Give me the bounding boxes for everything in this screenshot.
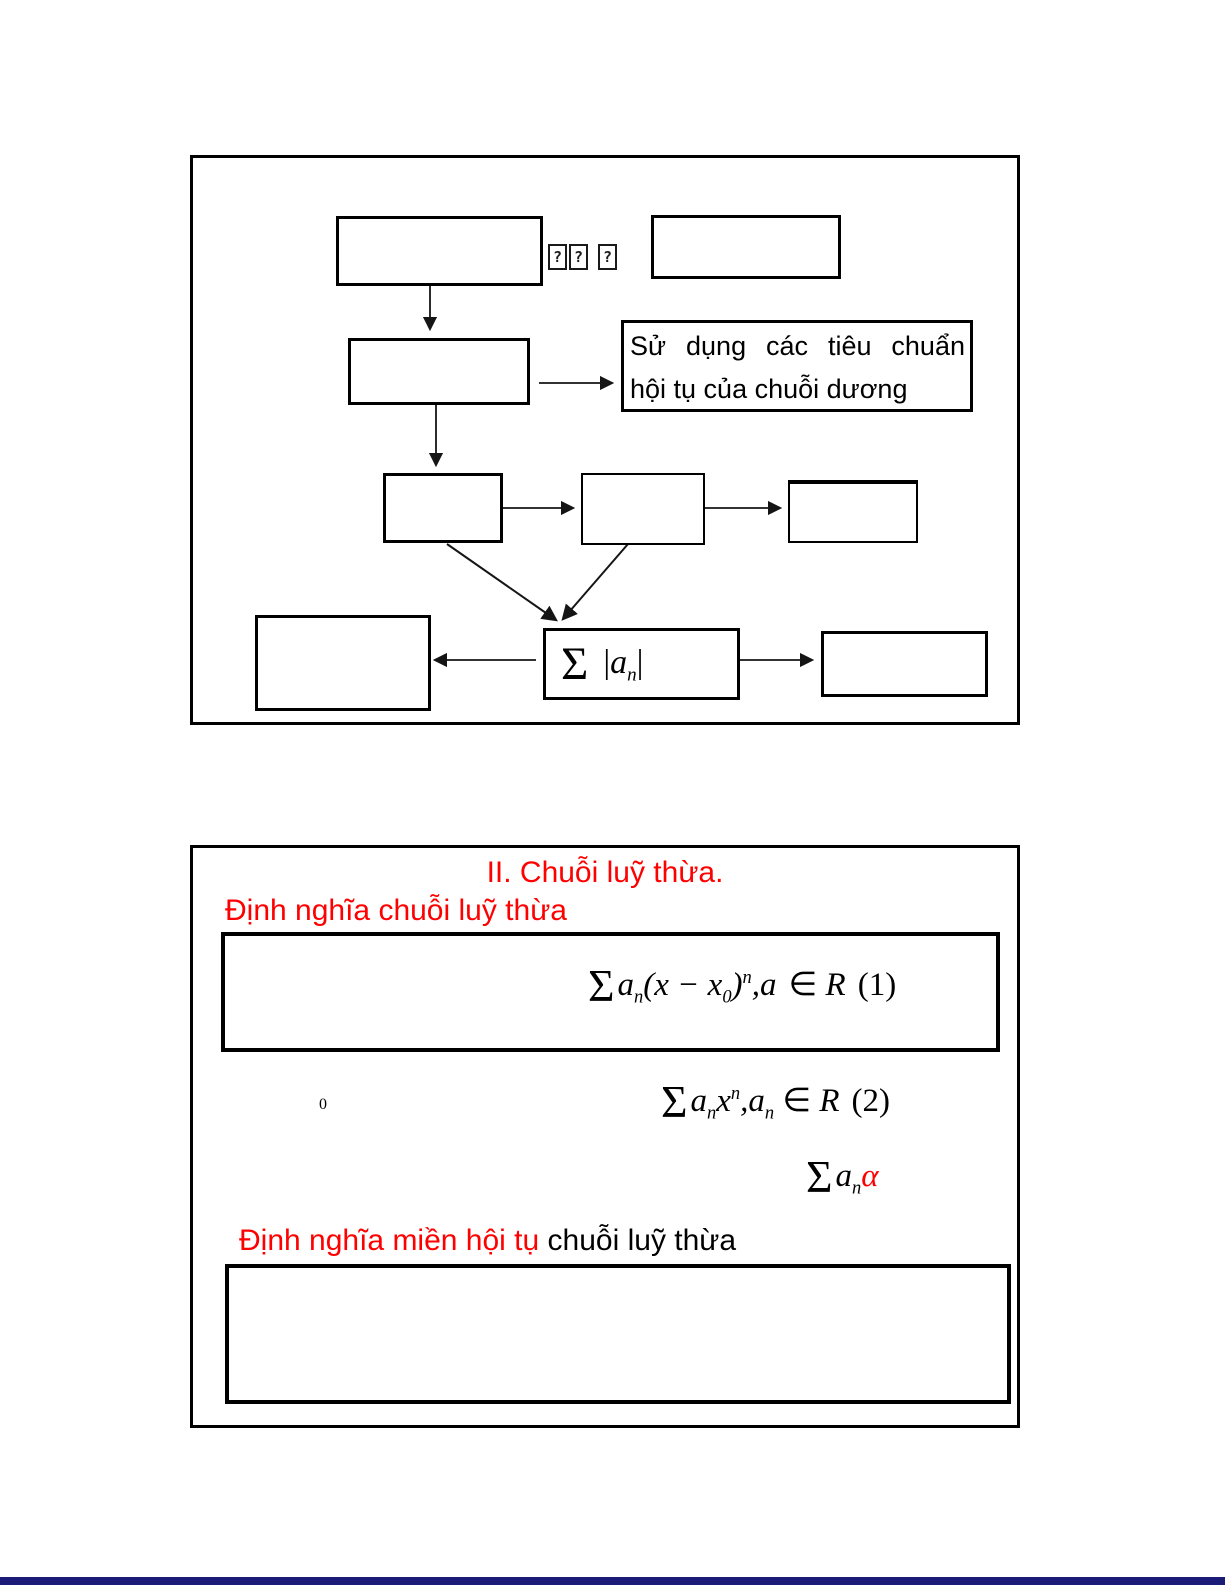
element-of-symbol: ∈	[782, 1083, 812, 1120]
sigma-symbol: Σ	[588, 960, 615, 1011]
term-tail: ,a	[740, 1083, 765, 1120]
equation-number: (2)	[851, 1083, 891, 1120]
flow-box-bottom-left	[255, 615, 431, 711]
missing-glyph-icon: ?	[548, 244, 567, 270]
definition-box	[221, 932, 1000, 1052]
sigma-symbol: Σ	[661, 1076, 688, 1127]
term-set-R: R	[825, 967, 846, 1004]
arrow-box5-to-abs	[563, 544, 628, 619]
term-body: (x − x	[643, 967, 723, 1004]
flow-box-row3-middle	[581, 473, 705, 545]
term-tail-sub: n	[764, 1102, 775, 1123]
abs-series-formula	[561, 638, 643, 692]
term-a-sub: n	[852, 1177, 862, 1198]
missing-glyph-row	[548, 244, 617, 270]
flow-box-bottom-right	[821, 631, 988, 697]
term-close: )	[731, 967, 743, 1004]
power-series-formula-3	[806, 1151, 879, 1203]
slide-title: II. Chuỗi luỹ thừa.	[486, 856, 724, 889]
sigma-symbol: Σ	[806, 1151, 833, 1202]
abs-bar-right: |	[636, 643, 644, 681]
flow-box-start	[336, 216, 543, 286]
definition-domain-label-black: chuỗi luỹ thừa	[539, 1224, 737, 1257]
flow-box-top-right	[651, 215, 841, 279]
criteria-line-2: hội tụ của chuỗi dương	[630, 374, 908, 404]
criteria-text-box	[621, 320, 973, 412]
flow-box-row3-left	[383, 473, 503, 543]
term-exponent: n	[742, 967, 752, 988]
flowchart-slide	[190, 155, 1020, 725]
term-exponent: n	[730, 1083, 741, 1104]
term-x0-sub: 0	[722, 986, 732, 1007]
term-a-sub: n	[707, 1102, 717, 1123]
flow-box-row3-right	[788, 480, 918, 543]
term-set-R: R	[819, 1083, 840, 1120]
stray-zero-subscript: 0	[319, 1096, 327, 1113]
term-a: a	[617, 967, 635, 1004]
term-a: a	[610, 643, 628, 681]
arrow-box4-to-abs	[447, 544, 556, 620]
term-a-sub: n	[627, 664, 637, 686]
abs-bar-left: |	[603, 643, 611, 681]
definition-domain-label	[239, 1224, 736, 1258]
element-of-symbol: ∈	[788, 967, 818, 1004]
criteria-line-1: Sử dụng các tiêu chuẩn	[630, 331, 965, 361]
term-x: x	[716, 1083, 731, 1120]
equation-number: (1)	[857, 967, 897, 1004]
bottom-accent-bar	[0, 1577, 1225, 1585]
sigma-symbol: Σ	[561, 638, 589, 690]
definition-power-series-label: Định nghĩa chuỗi luỹ thừa	[225, 894, 567, 927]
power-series-formula-1	[588, 960, 896, 1012]
term-tail: ,a	[751, 967, 777, 1004]
domain-definition-box	[225, 1264, 1011, 1404]
term-a-sub: n	[634, 986, 644, 1007]
power-series-slide	[190, 845, 1020, 1428]
missing-glyph-icon: ?	[598, 244, 617, 270]
definition-domain-label-red: Định nghĩa miền hội tụ	[239, 1224, 540, 1257]
missing-glyph-icon: ?	[569, 244, 588, 270]
term-alpha-red: α	[861, 1158, 879, 1195]
flow-box-second	[348, 338, 530, 405]
term-a: a	[690, 1083, 708, 1120]
term-a: a	[835, 1158, 853, 1195]
power-series-formula-2	[661, 1076, 890, 1128]
